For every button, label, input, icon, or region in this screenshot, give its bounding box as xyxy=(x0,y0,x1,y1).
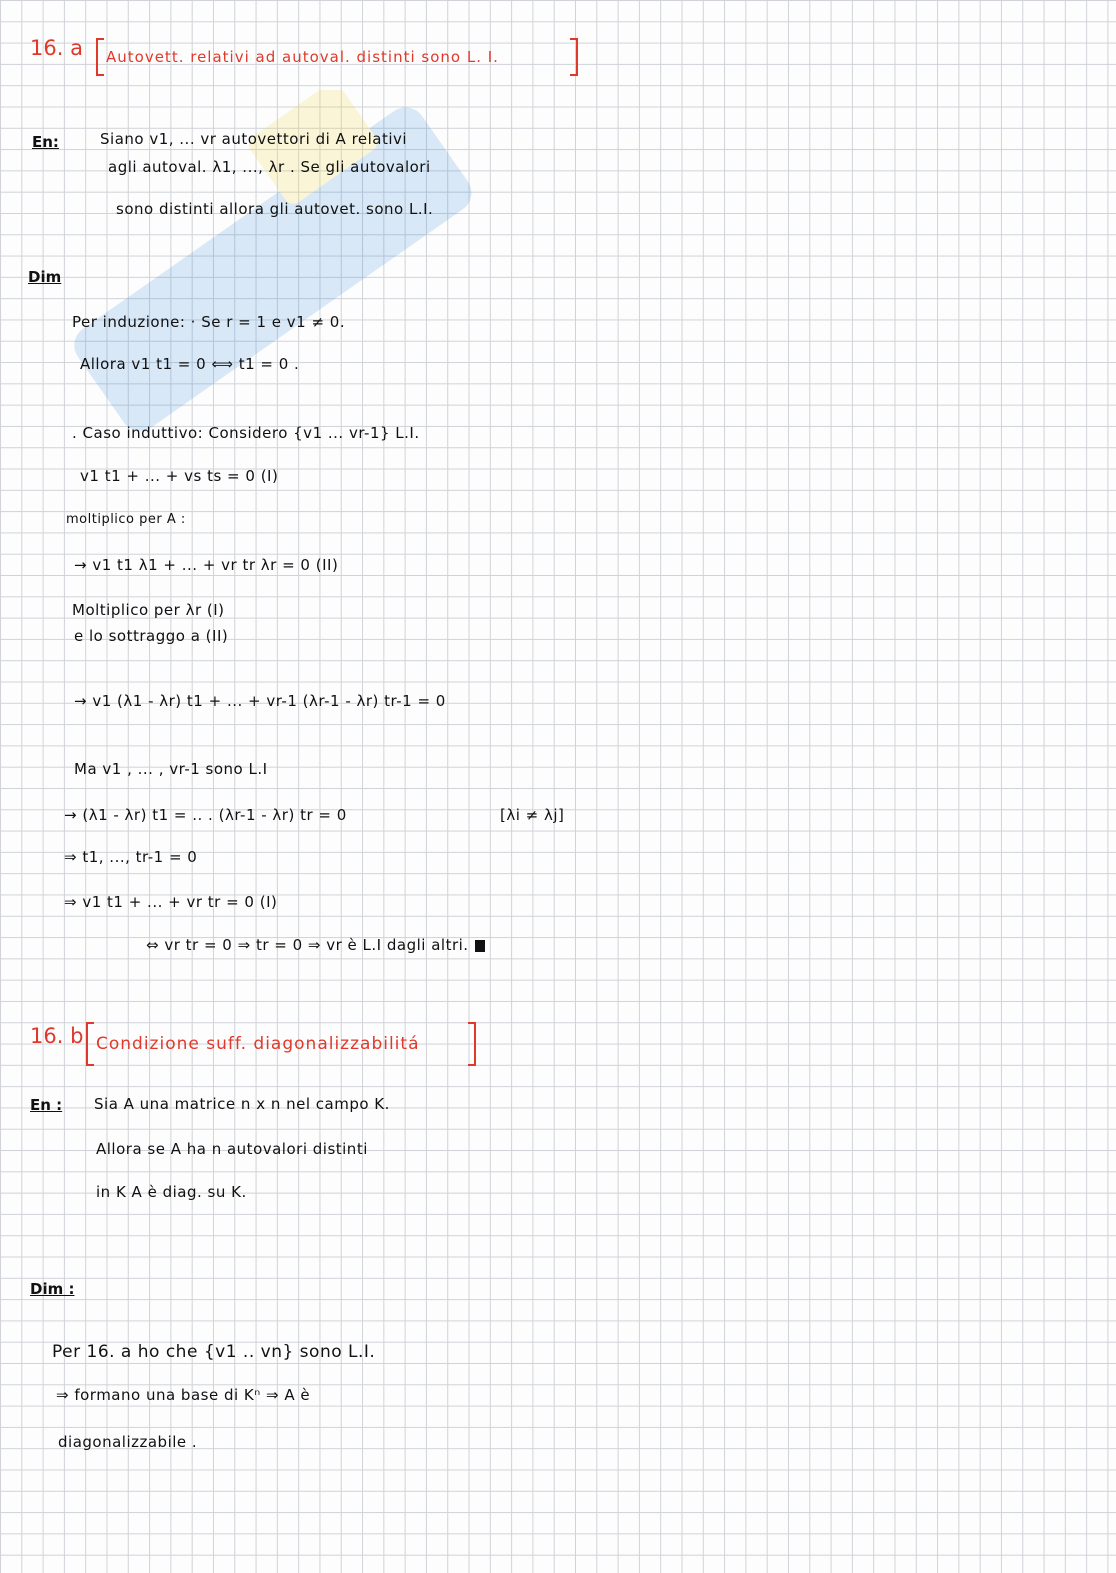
section-b-en-label: En : xyxy=(30,1096,63,1114)
statement-line: Allora se A ha n autovalori distinti xyxy=(96,1140,368,1158)
section-b-title xyxy=(86,1022,476,1066)
section-a-dim-label: Dim xyxy=(28,268,62,286)
proof-line: diagonalizzabile . xyxy=(58,1433,198,1451)
proof-line: Moltiplico per λr (I) xyxy=(72,601,225,619)
proof-condition: [λi ≠ λj] xyxy=(500,806,565,824)
qed-icon xyxy=(475,940,485,952)
proof-line: Per induzione: · Se r = 1 e v1 ≠ 0. xyxy=(72,313,346,331)
statement-line: Siano v1, ... vr autovettori di A relativi xyxy=(100,130,408,148)
proof-line: Per 16. a ho che {v1 .. vn} sono L.I. xyxy=(52,1342,376,1362)
proof-line-final xyxy=(146,936,485,954)
proof-line: → (λ1 - λr) t1 = .. . (λr-1 - λr) tr = 0 xyxy=(64,806,347,824)
proof-line: moltiplico per A : xyxy=(66,512,186,527)
proof-line: ⇒ v1 t1 + ... + vr tr = 0 (I) xyxy=(64,893,278,911)
proof-line: → v1 (λ1 - λr) t1 + ... + vr-1 (λr-1 - λr) tr-1 = 0 xyxy=(74,692,446,710)
section-b-title-text: Condizione suff. diagonalizzabilitá xyxy=(96,1034,420,1054)
section-a-en-label: En: xyxy=(32,133,59,151)
section-a-title-text: Autovett. relativi ad autoval. distinti sono L. I. xyxy=(106,48,499,66)
proof-line: . Caso induttivo: Considero {v1 ... vr-1} L.I. xyxy=(72,424,420,442)
proof-line: e lo sottraggo a (II) xyxy=(74,627,229,645)
proof-line: Ma v1 , ... , vr-1 sono L.I xyxy=(74,760,268,778)
proof-line: ⇒ t1, ..., tr-1 = 0 xyxy=(64,848,198,866)
section-b-number: 16. b xyxy=(30,1024,84,1048)
statement-line: agli autoval. λ1, ..., λr . Se gli autovalori xyxy=(108,158,431,176)
statement-line: Sia A una matrice n x n nel campo K. xyxy=(94,1095,390,1113)
proof-line: → v1 t1 λ1 + ... + vr tr λr = 0 (II) xyxy=(74,556,339,574)
proof-line: ⇒ formano una base di Kⁿ ⇒ A è xyxy=(56,1386,311,1404)
proof-line: Allora v1 t1 = 0 ⟺ t1 = 0 . xyxy=(80,355,300,373)
proof-final-text: ⇔ vr tr = 0 ⇒ tr = 0 ⇒ vr è L.I dagli altri. xyxy=(146,936,469,954)
proof-line: v1 t1 + ... + vs ts = 0 (I) xyxy=(80,467,279,485)
section-b-dim-label: Dim : xyxy=(30,1280,75,1298)
statement-line: in K A è diag. su K. xyxy=(96,1183,247,1201)
section-a-number: 16. a xyxy=(30,36,83,60)
statement-line: sono distinti allora gli autovet. sono L.I. xyxy=(116,200,434,218)
section-a-title xyxy=(96,38,578,76)
